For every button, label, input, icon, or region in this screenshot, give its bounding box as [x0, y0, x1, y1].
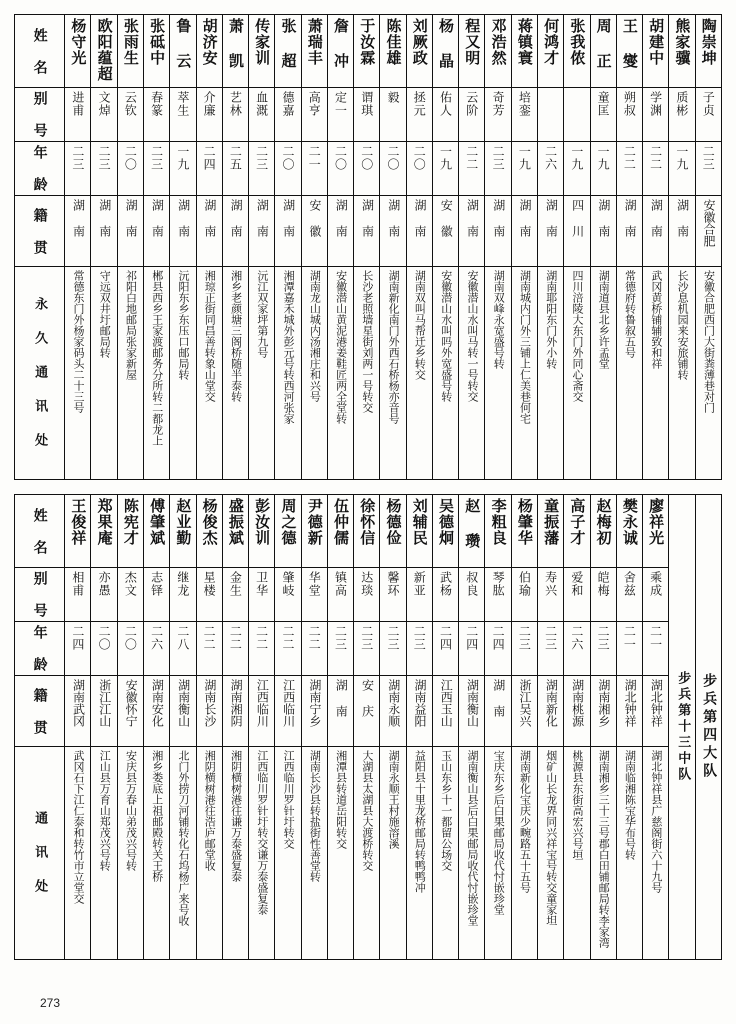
cell-alias: 谓琪 [354, 88, 380, 142]
cell-address: 常德东门外杨家码头二十三号 [65, 267, 91, 480]
cell-alias: 介廉 [196, 88, 222, 142]
cell-address: 长沙老照墙星街刘两一号转交 [354, 267, 380, 480]
cell-alias: 爱和 [564, 568, 590, 622]
cell-address: 湖南衡山县后白果邮局收代忖嵌珍堂 [459, 747, 485, 960]
cell-address: 湘琼正街同昌善转象山堂交 [196, 267, 222, 480]
cell-address: 江西临川罗针圩转交谦万泰盛复泰 [249, 747, 275, 960]
cell-native: 安 徽 [432, 196, 458, 267]
cell-name: 李粗良 [485, 495, 511, 568]
cell-native: 湖 南 [65, 196, 91, 267]
cell-native: 湖 南 [196, 196, 222, 267]
cell-age: 二一 [616, 622, 642, 676]
cell-age: 二〇 [354, 142, 380, 196]
cell-address: 湖南长沙县转盐街性善堂转 [301, 747, 327, 960]
cell-address: 湖南新化宝庆少畹路五十五号 [511, 747, 537, 960]
cell-alias: 萃生 [170, 88, 196, 142]
cell-native: 湖南益阳 [406, 676, 432, 747]
cell-alias: 叔良 [459, 568, 485, 622]
cell-address: 沅阳东乡东压口邮局转 [170, 267, 196, 480]
cell-address: 北门外捞刀河铺转化石坞杨广来号收 [170, 747, 196, 960]
cell-alias: 文焯 [91, 88, 117, 142]
cell-name: 杨俊杰 [196, 495, 222, 568]
cell-native: 湖 南 [354, 196, 380, 267]
cell-alias: 血溉 [249, 88, 275, 142]
cell-address: 安徽合肥西门大街粪薄巷对门 [695, 267, 721, 480]
cell-address: 宝庆东乡后白果邮局收代忖嵌珍堂 [485, 747, 511, 960]
cell-alias: 毅 [380, 88, 406, 142]
cell-address: 湖南城内门外三铺上仁美巷何宅 [511, 267, 537, 480]
cell-address: 湖北钟祥县广慈阁街六十九号 [643, 747, 669, 960]
cell-native: 浙江江山 [91, 676, 117, 747]
cell-name: 萧瑞丰 [301, 15, 327, 88]
header-native-bottom: 籍 贯 [15, 676, 65, 747]
cell-alias: 伯瑜 [511, 568, 537, 622]
table-row-native-bottom [15, 676, 722, 747]
cell-native: 安徽合肥 [695, 196, 721, 267]
cell-age: 二二 [459, 142, 485, 196]
header-native-top: 籍 贯 [15, 196, 65, 267]
table-row-alias-top [15, 88, 722, 142]
cell-name: 传家训 [249, 15, 275, 88]
cell-address: 大湖县太湖县大渡桥转交 [354, 747, 380, 960]
unit-label-mid: 步兵第十三中队 [669, 495, 695, 960]
cell-native: 江西临川 [275, 676, 301, 747]
cell-native: 湖 南 [143, 196, 169, 267]
cell-alias: 童匡 [590, 88, 616, 142]
cell-native: 湖 南 [537, 196, 563, 267]
cell-name: 詹 冲 [327, 15, 353, 88]
cell-native: 湖南桃源 [564, 676, 590, 747]
cell-native: 湖南永顺 [380, 676, 406, 747]
cell-name: 傅肇斌 [143, 495, 169, 568]
cell-alias: 云钦 [117, 88, 143, 142]
cell-name: 郑果庵 [91, 495, 117, 568]
cell-age: 一九 [590, 142, 616, 196]
cell-name: 盛振斌 [222, 495, 248, 568]
cell-age: 二三 [537, 622, 563, 676]
cell-address: 安徽潜山黄泥港姜鞋匠两全堂转 [327, 267, 353, 480]
table-row-alias-bottom [15, 568, 722, 622]
cell-alias: 馨环 [380, 568, 406, 622]
cell-native: 湖 南 [380, 196, 406, 267]
cell-name: 陶崇坤 [695, 15, 721, 88]
table-row-names-bottom [15, 495, 722, 568]
cell-age: 一九 [170, 142, 196, 196]
cell-age: 二四 [65, 622, 91, 676]
cell-alias: 春篆 [143, 88, 169, 142]
cell-native: 浙江吴兴 [511, 676, 537, 747]
cell-age: 二八 [170, 622, 196, 676]
cell-age: 二三 [590, 622, 616, 676]
cell-age: 二〇 [117, 622, 143, 676]
cell-alias: 卫华 [249, 568, 275, 622]
cell-name: 杨肇华 [511, 495, 537, 568]
cell-name: 周 正 [590, 15, 616, 88]
cell-native: 江西临川 [249, 676, 275, 747]
cell-alias: 德嘉 [275, 88, 301, 142]
table-separator [14, 480, 722, 494]
cell-address: 安徽潜山水叫吗外宽盛号转 [432, 267, 458, 480]
cell-native: 安 徽 [301, 196, 327, 267]
cell-native: 湖南新化 [537, 676, 563, 747]
cell-alias [564, 88, 590, 142]
cell-age: 二四 [459, 622, 485, 676]
header-age-top: 年 龄 [15, 142, 65, 196]
cell-age: 二一 [643, 622, 669, 676]
cell-alias: 学渊 [643, 88, 669, 142]
cell-age: 二三 [65, 142, 91, 196]
cell-alias: 继龙 [170, 568, 196, 622]
cell-name: 邓浩然 [485, 15, 511, 88]
cell-name: 熊家骥 [669, 15, 695, 88]
cell-name: 彭汝训 [249, 495, 275, 568]
cell-age: 二三 [249, 142, 275, 196]
cell-age: 二三 [354, 622, 380, 676]
cell-address: 守远双井圩邮局转 [91, 267, 117, 480]
cell-address: 湘阴横树港往谦万泰盛复泰 [222, 747, 248, 960]
cell-address: 武冈石下江仁泰和转竹市立堂交 [65, 747, 91, 960]
cell-name: 张砥中 [143, 15, 169, 88]
cell-age: 二三 [91, 142, 117, 196]
cell-native: 湖 南 [485, 676, 511, 747]
cell-native: 湖南湘乡 [590, 676, 616, 747]
cell-alias: 肇岐 [275, 568, 301, 622]
cell-name: 伍仲儒 [327, 495, 353, 568]
cell-age: 二二 [222, 622, 248, 676]
cell-name: 王 燮 [616, 15, 642, 88]
cell-address: 湖南新化南门外西石桥杨亦音号 [380, 267, 406, 480]
cell-alias [537, 88, 563, 142]
cell-name: 刘辅民 [406, 495, 432, 568]
cell-native: 湖 南 [459, 196, 485, 267]
cell-name: 程又明 [459, 15, 485, 88]
cell-name: 张我侬 [564, 15, 590, 88]
cell-native: 湖 南 [170, 196, 196, 267]
cell-native: 安 庆 [354, 676, 380, 747]
cell-address: 烟矿山长龙界同兴祥宝号转交童家坦 [537, 747, 563, 960]
cell-address: 玉山东乡十一都留公场交 [432, 747, 458, 960]
cell-name: 鲁 云 [170, 15, 196, 88]
cell-age: 一九 [511, 142, 537, 196]
cell-alias: 金生 [222, 568, 248, 622]
header-alias-top: 别 号 [15, 88, 65, 142]
cell-age: 二三 [143, 142, 169, 196]
cell-age: 二〇 [275, 142, 301, 196]
cell-alias: 亦愚 [91, 568, 117, 622]
header-age-bottom: 年 龄 [15, 622, 65, 676]
cell-age: 二二 [275, 622, 301, 676]
cell-alias: 华堂 [301, 568, 327, 622]
cell-age: 二二 [616, 142, 642, 196]
cell-age: 二二 [301, 622, 327, 676]
cell-name: 欧阳蕴超 [91, 15, 117, 88]
cell-native: 湖 南 [406, 196, 432, 267]
cell-name: 赵 瓒 [459, 495, 485, 568]
cell-address: 湘阴横树港往浩庐邮堂收 [196, 747, 222, 960]
cell-age: 二四 [485, 622, 511, 676]
cell-address: 湖南耶阳东门外小转 [537, 267, 563, 480]
cell-address: 安徽潜山水叫马转一号转交 [459, 267, 485, 480]
cell-alias: 高亨 [301, 88, 327, 142]
cell-address: 湘乡娄底上祖邮殿转关王桥 [143, 747, 169, 960]
cell-alias: 相甫 [65, 568, 91, 622]
cell-alias: 达琰 [354, 568, 380, 622]
cell-name: 赵业勤 [170, 495, 196, 568]
cell-name: 杨守光 [65, 15, 91, 88]
cell-native: 湖南安化 [143, 676, 169, 747]
cell-address: 桃源县东街高宏兴号垣 [564, 747, 590, 960]
cell-alias: 志铎 [143, 568, 169, 622]
cell-native: 湖 南 [616, 196, 642, 267]
cell-address: 湖南双叫马帮迁乡转交 [406, 267, 432, 480]
cell-alias: 星楼 [196, 568, 222, 622]
cell-age: 二四 [432, 622, 458, 676]
cell-age: 二六 [143, 622, 169, 676]
cell-age: 二一 [301, 142, 327, 196]
table-row-age-bottom [15, 622, 722, 676]
cell-native: 湖 南 [275, 196, 301, 267]
cell-age: 二三 [485, 142, 511, 196]
cell-address: 湖南永顺王村施溶溪 [380, 747, 406, 960]
cell-name: 胡济安 [196, 15, 222, 88]
cell-age: 二〇 [327, 142, 353, 196]
cell-alias: 琴肱 [485, 568, 511, 622]
cell-alias: 皑梅 [590, 568, 616, 622]
cell-age: 二六 [564, 622, 590, 676]
cell-native: 湖 南 [669, 196, 695, 267]
table-row-address-top [15, 267, 722, 480]
cell-age: 一九 [432, 142, 458, 196]
cell-native: 湖 南 [249, 196, 275, 267]
cell-name: 高子才 [564, 495, 590, 568]
cell-native: 湖 南 [327, 676, 353, 747]
cell-native: 湖 南 [222, 196, 248, 267]
cell-address: 湘潭嘉禾城外彭元号转西河张家 [275, 267, 301, 480]
table-row-age-top [15, 142, 722, 196]
cell-address: 安庆县万春山弟茂兴号转 [117, 747, 143, 960]
cell-name: 陈宪才 [117, 495, 143, 568]
cell-name: 于汝霖 [354, 15, 380, 88]
cell-native: 湖 南 [91, 196, 117, 267]
header-name-bottom: 姓 名 [15, 495, 65, 568]
cell-alias: 新亚 [406, 568, 432, 622]
cell-name: 尹德新 [301, 495, 327, 568]
cell-name: 周之德 [275, 495, 301, 568]
header-address-bottom: 通 讯 处 [15, 747, 65, 960]
roster-table-top [14, 14, 722, 480]
cell-age: 二三 [327, 622, 353, 676]
cell-alias: 定一 [327, 88, 353, 142]
cell-alias: 武杨 [432, 568, 458, 622]
cell-address: 江西临川罗针圩转交 [275, 747, 301, 960]
cell-address: 祁阳白地邮局张家新屋 [117, 267, 143, 480]
cell-age: 二〇 [380, 142, 406, 196]
cell-name: 胡建中 [643, 15, 669, 88]
cell-address: 湖南临湘陈宝华布号转 [616, 747, 642, 960]
table-row-native-top [15, 196, 722, 267]
cell-native: 湖南长沙 [196, 676, 222, 747]
cell-native: 湖 南 [327, 196, 353, 267]
cell-name: 樊永诚 [616, 495, 642, 568]
cell-address: 湖南龙山城内汤湘庄和兴号 [301, 267, 327, 480]
cell-alias: 寿兴 [537, 568, 563, 622]
cell-native: 湖 南 [643, 196, 669, 267]
cell-native: 湖南衡山 [459, 676, 485, 747]
cell-name: 张雨生 [117, 15, 143, 88]
table-row-names-top [15, 15, 722, 88]
cell-native: 湖 南 [511, 196, 537, 267]
header-name-top: 姓 名 [15, 15, 65, 88]
cell-native: 湖 南 [117, 196, 143, 267]
cell-alias: 进甫 [65, 88, 91, 142]
cell-address: 湘乡老颜塘三阁桥随半泰转 [222, 267, 248, 480]
cell-address: 郴县西乡王家渡邮务分所转二都龙上 [143, 267, 169, 480]
cell-name: 杨德俭 [380, 495, 406, 568]
cell-address: 长沙息机园来安旅铺转 [669, 267, 695, 480]
header-alias-bottom: 别 号 [15, 568, 65, 622]
cell-alias: 舍兹 [616, 568, 642, 622]
cell-age: 二三 [695, 142, 721, 196]
cell-address: 沅江双家坪第九号 [249, 267, 275, 480]
cell-name: 廖祥光 [643, 495, 669, 568]
cell-age: 二〇 [406, 142, 432, 196]
cell-name: 徐怀信 [354, 495, 380, 568]
cell-age: 二三 [406, 622, 432, 676]
cell-age: 二二 [643, 142, 669, 196]
cell-age: 二四 [196, 142, 222, 196]
cell-age: 一九 [564, 142, 590, 196]
cell-name: 陈佳雄 [380, 15, 406, 88]
roster-table-bottom [14, 494, 722, 960]
cell-age: 二〇 [91, 622, 117, 676]
cell-address: 武冈黄桥铺辅致和祥 [643, 267, 669, 480]
cell-native: 湖北钟祥 [616, 676, 642, 747]
cell-name: 何鸿才 [537, 15, 563, 88]
table-row-address-bottom [15, 747, 722, 960]
cell-address: 江山县万育山郑茂兴号转 [91, 747, 117, 960]
cell-native: 江西玉山 [432, 676, 458, 747]
cell-address: 四川涪陵大东门外同心斋交 [564, 267, 590, 480]
cell-address: 益阳县十里龙桥邮局转鸭鸭冲 [406, 747, 432, 960]
cell-name: 蒋镇寰 [511, 15, 537, 88]
cell-alias: 云阶 [459, 88, 485, 142]
cell-address: 湖南双峰永宽盛号转 [485, 267, 511, 480]
cell-alias: 乘成 [643, 568, 669, 622]
cell-age: 二三 [380, 622, 406, 676]
cell-native: 湖南武冈 [65, 676, 91, 747]
cell-alias: 朔叔 [616, 88, 642, 142]
cell-name: 张 超 [275, 15, 301, 88]
cell-native: 湖南湘阴 [222, 676, 248, 747]
cell-native: 四 川 [564, 196, 590, 267]
cell-age: 二五 [222, 142, 248, 196]
cell-name: 童振藩 [537, 495, 563, 568]
cell-address: 湖南湘乡三十三号郡白田铺邮局转李家湾 [590, 747, 616, 960]
cell-alias: 培銮 [511, 88, 537, 142]
cell-native: 湖南宁乡 [301, 676, 327, 747]
cell-native: 湖南衡山 [170, 676, 196, 747]
cell-age: 二三 [511, 622, 537, 676]
unit-label-right: 步兵第四大队 [695, 495, 721, 960]
cell-native: 湖 南 [485, 196, 511, 267]
cell-name: 赵梅初 [590, 495, 616, 568]
cell-age: 二二 [249, 622, 275, 676]
cell-alias: 质彬 [669, 88, 695, 142]
cell-alias: 奇芳 [485, 88, 511, 142]
cell-age: 二六 [537, 142, 563, 196]
cell-native: 湖北钟祥 [643, 676, 669, 747]
page-number: 273 [40, 996, 61, 1010]
cell-address: 湖南道县北乡许孟堂 [590, 267, 616, 480]
cell-alias: 拯元 [406, 88, 432, 142]
cell-age: 二〇 [117, 142, 143, 196]
cell-alias: 佑人 [432, 88, 458, 142]
cell-alias: 子贞 [695, 88, 721, 142]
cell-age: 一九 [669, 142, 695, 196]
cell-name: 吴德炯 [432, 495, 458, 568]
cell-name: 萧 凯 [222, 15, 248, 88]
cell-native: 安徽怀宁 [117, 676, 143, 747]
cell-native: 湖 南 [590, 196, 616, 267]
cell-alias: 艺林 [222, 88, 248, 142]
header-address-top: 永 久 通 讯 处 [15, 267, 65, 480]
cell-name: 杨 晶 [432, 15, 458, 88]
cell-alias: 杰文 [117, 568, 143, 622]
cell-alias: 镇高 [327, 568, 353, 622]
cell-name: 刘厥政 [406, 15, 432, 88]
cell-name: 王俊祥 [65, 495, 91, 568]
cell-address: 湘潭县转道岳阳转交 [327, 747, 353, 960]
cell-age: 二二 [196, 622, 222, 676]
cell-address: 常德府转鲁叙五号 [616, 267, 642, 480]
